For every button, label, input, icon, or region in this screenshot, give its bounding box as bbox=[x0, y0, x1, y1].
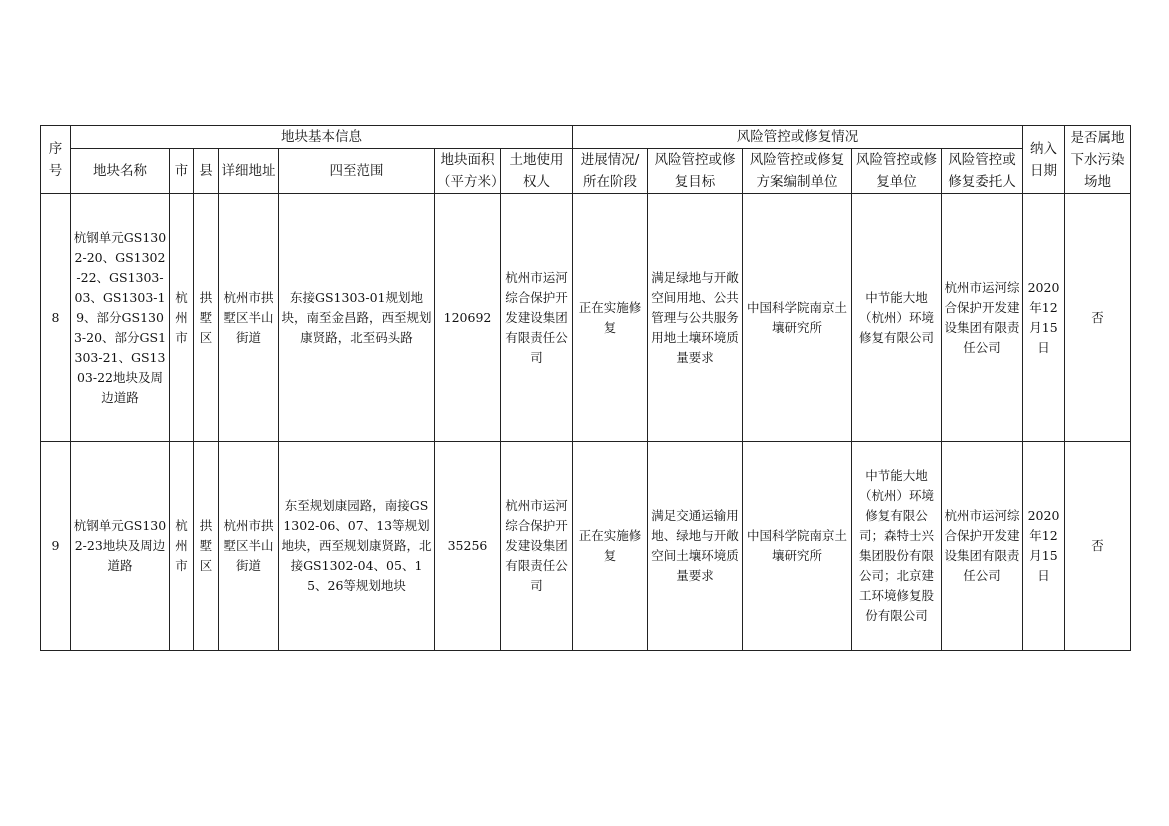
cell-city: 杭州市 bbox=[170, 442, 194, 651]
header-area: 地块面积（平方米） bbox=[435, 149, 501, 194]
cell-address: 杭州市拱墅区半山街道 bbox=[219, 442, 279, 651]
cell-name: 杭钢单元GS1302-23地块及周边道路 bbox=[71, 442, 170, 651]
table-row bbox=[41, 442, 1131, 651]
cell-client: 杭州市运河综合保护开发建设集团有限责任公司 bbox=[942, 194, 1023, 442]
cell-remediation-unit: 中节能大地（杭州）环境修复有限公司 bbox=[852, 194, 942, 442]
cell-address: 杭州市拱墅区半山街道 bbox=[219, 194, 279, 442]
header-client: 风险管控或修复委托人 bbox=[942, 149, 1023, 194]
cell-county: 拱墅区 bbox=[194, 194, 219, 442]
cell-county: 拱墅区 bbox=[194, 442, 219, 651]
cell-groundwater: 否 bbox=[1065, 194, 1131, 442]
cell-progress: 正在实施修复 bbox=[573, 442, 648, 651]
cell-city: 杭州市 bbox=[170, 194, 194, 442]
document-page bbox=[40, 125, 1131, 651]
header-county: 县 bbox=[194, 149, 219, 194]
header-address: 详细地址 bbox=[219, 149, 279, 194]
cell-index: 9 bbox=[41, 442, 71, 651]
contaminated-site-table bbox=[40, 125, 1131, 651]
cell-plan-unit: 中国科学院南京土壤研究所 bbox=[743, 442, 852, 651]
cell-index: 8 bbox=[41, 194, 71, 442]
cell-area: 35256 bbox=[435, 442, 501, 651]
cell-progress: 正在实施修复 bbox=[573, 194, 648, 442]
header-row-groups bbox=[41, 126, 1131, 149]
header-row-columns bbox=[41, 149, 1131, 194]
cell-area: 120692 bbox=[435, 194, 501, 442]
header-target: 风险管控或修复目标 bbox=[648, 149, 743, 194]
header-remediation-unit: 风险管控或修复单位 bbox=[852, 149, 942, 194]
cell-remediation-unit: 中节能大地（杭州）环境修复有限公司；森特士兴集团股份有限公司；北京建工环境修复股份有限公司 bbox=[852, 442, 942, 651]
header-groundwater: 是否属地下水污染场地 bbox=[1065, 126, 1131, 194]
header-owner: 土地使用权人 bbox=[501, 149, 573, 194]
cell-owner: 杭州市运河综合保护开发建设集团有限责任公司 bbox=[501, 194, 573, 442]
cell-boundary: 东接GS1303-01规划地块，南至金昌路，西至规划康贤路，北至码头路 bbox=[279, 194, 435, 442]
table-row bbox=[41, 194, 1131, 442]
header-city: 市 bbox=[170, 149, 194, 194]
cell-date: 2020年12月15日 bbox=[1023, 442, 1065, 651]
cell-date: 2020年12月15日 bbox=[1023, 194, 1065, 442]
header-group-basic-info: 地块基本信息 bbox=[71, 126, 573, 149]
cell-owner: 杭州市运河综合保护开发建设集团有限责任公司 bbox=[501, 442, 573, 651]
header-name: 地块名称 bbox=[71, 149, 170, 194]
cell-boundary: 东至规划康园路，南接GS1302-06、07、13等规划地块，西至规划康贤路，北接GS1302-04、05、15、26等规划地块 bbox=[279, 442, 435, 651]
header-date: 纳入日期 bbox=[1023, 126, 1065, 194]
cell-client: 杭州市运河综合保护开发建设集团有限责任公司 bbox=[942, 442, 1023, 651]
cell-name: 杭钢单元GS1302-20、GS1302-22、GS1303-03、GS1303-19、部分GS1303-20、部分GS1303-21、GS1303-22地块及周边道路 bbox=[71, 194, 170, 442]
header-group-remediation: 风险管控或修复情况 bbox=[573, 126, 1023, 149]
cell-target: 满足绿地与开敞空间用地、公共管理与公共服务用地土壤环境质量要求 bbox=[648, 194, 743, 442]
cell-groundwater: 否 bbox=[1065, 442, 1131, 651]
cell-plan-unit: 中国科学院南京土壤研究所 bbox=[743, 194, 852, 442]
header-plan-unit: 风险管控或修复方案编制单位 bbox=[743, 149, 852, 194]
header-boundary: 四至范围 bbox=[279, 149, 435, 194]
header-progress: 进展情况/所在阶段 bbox=[573, 149, 648, 194]
header-index: 序号 bbox=[41, 126, 71, 194]
cell-target: 满足交通运输用地、绿地与开敞空间土壤环境质量要求 bbox=[648, 442, 743, 651]
